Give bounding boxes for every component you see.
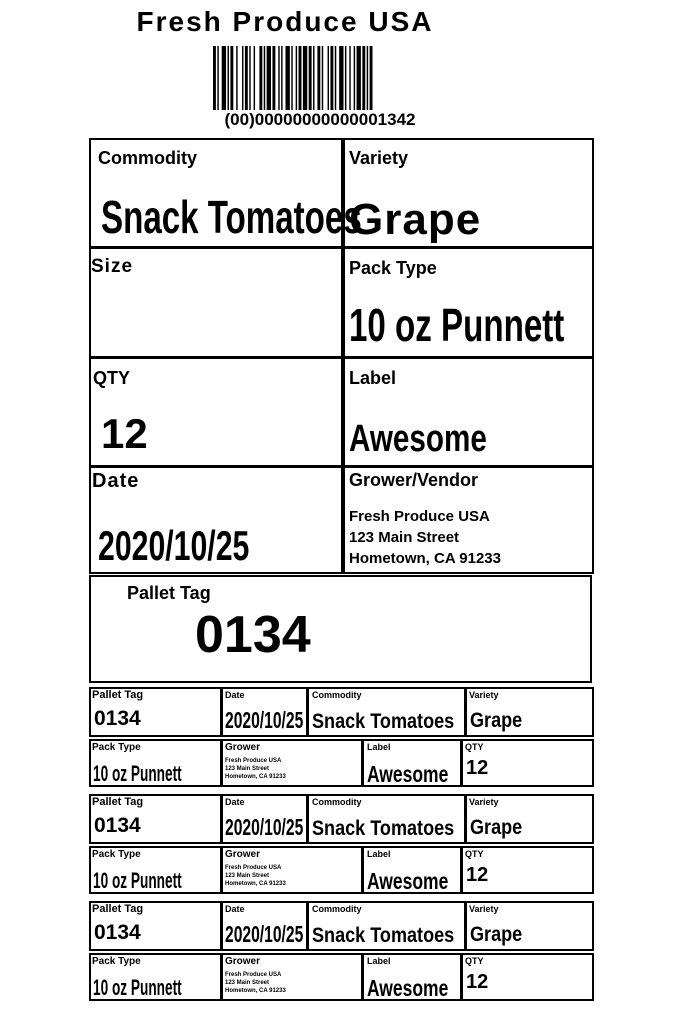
commodity-label: Commodity	[98, 148, 197, 168]
barcode-bar	[230, 46, 233, 110]
small-label-value: Awesome	[367, 868, 449, 894]
size-label: Size	[91, 256, 134, 277]
barcode-text: (00)00000000000001342	[224, 110, 416, 129]
barcode-bar	[286, 46, 290, 110]
small-pack-type-label: Pack Type	[92, 742, 141, 753]
small-pallet-tag-value: 0134	[94, 707, 141, 730]
barcode-bar	[299, 46, 302, 110]
barcode-bar	[264, 46, 265, 110]
barcode-bar	[335, 46, 336, 110]
small-label-label: Label	[367, 956, 391, 966]
small-qty-label: QTY	[465, 849, 484, 859]
small-grower-label: Grower	[225, 742, 261, 753]
small-tag	[89, 901, 594, 1003]
barcode-bar	[228, 46, 229, 110]
small-commodity-value: Snack Tomatoes	[312, 817, 455, 840]
small-variety-label: Variety	[469, 690, 499, 700]
barcode-bar	[254, 46, 255, 110]
small-pack-type-label: Pack Type	[92, 956, 141, 967]
small-variety-value: Grape	[470, 923, 523, 946]
small-date-label: Date	[225, 904, 245, 914]
barcode-bar	[313, 46, 314, 110]
small-variety-value: Grape	[470, 709, 523, 732]
pack-type-label: Pack Type	[349, 258, 437, 278]
small-label-value: Awesome	[367, 761, 449, 787]
small-grower-line-3: Hometown, CA 91233	[225, 988, 286, 994]
small-grower-line-1: Fresh Produce USA	[225, 865, 282, 871]
commodity-value: Snack Tomatoes	[101, 191, 362, 243]
barcode-bar	[245, 46, 248, 110]
small-pallet-tag-value: 0134	[94, 921, 141, 944]
small-pallet-tag-label: Pallet Tag	[92, 689, 144, 701]
main-label-grid	[89, 138, 594, 574]
barcode-bar	[330, 46, 333, 110]
small-date-value: 2020/10/25	[225, 921, 304, 947]
small-label-value: Awesome	[367, 975, 449, 1001]
small-grower-line-1: Fresh Produce USA	[225, 758, 282, 764]
small-tag	[89, 794, 594, 896]
barcode-bar	[322, 46, 323, 110]
small-pallet-tag-label: Pallet Tag	[92, 903, 144, 915]
barcode-bar	[354, 46, 355, 110]
grower-line-2: 123 Main Street	[349, 529, 460, 546]
small-pallet-tag-label: Pallet Tag	[92, 796, 144, 808]
small-qty-label: QTY	[465, 956, 484, 966]
small-date-label: Date	[225, 797, 245, 807]
small-date-value: 2020/10/25	[225, 814, 304, 840]
small-commodity-value: Snack Tomatoes	[312, 710, 455, 733]
barcode-bar	[362, 46, 365, 110]
barcode-bar	[291, 46, 292, 110]
barcode-bar	[278, 46, 279, 110]
barcode-bar	[267, 46, 271, 110]
small-label-label: Label	[367, 742, 391, 752]
barcode-bar	[259, 46, 262, 110]
small-pack-type-label: Pack Type	[92, 849, 141, 860]
barcode-bar	[339, 46, 343, 110]
pallet-tag-label: Pallet Tag	[127, 583, 211, 603]
small-variety-label: Variety	[469, 904, 499, 914]
barcode-bar	[249, 46, 250, 110]
small-pallet-tag-value: 0134	[94, 814, 141, 837]
variety-label: Variety	[349, 148, 409, 168]
pack-type-value: 10 oz Punnett	[349, 299, 565, 351]
small-date-value: 2020/10/25	[225, 707, 304, 733]
barcode-bar	[236, 46, 237, 110]
barcode-bar	[357, 46, 361, 110]
small-label-label: Label	[367, 849, 391, 859]
grower-line-1: Fresh Produce USA	[349, 508, 490, 525]
small-pack-type-value: 10 oz Punnett	[93, 868, 182, 893]
grower-line-3: Hometown, CA 91233	[349, 550, 501, 567]
barcode-bar	[328, 46, 329, 110]
barcode-bar	[213, 46, 216, 110]
barcode-bar	[281, 46, 282, 110]
small-pack-type-value: 10 oz Punnett	[93, 975, 182, 1000]
small-qty-label: QTY	[465, 742, 484, 752]
barcode-bar	[309, 46, 312, 110]
small-grower-line-1: Fresh Produce USA	[225, 972, 282, 978]
barcode-bar	[345, 46, 346, 110]
label-value: Awesome	[349, 418, 487, 460]
small-commodity-label: Commodity	[312, 690, 362, 700]
barcode-bar	[217, 46, 218, 110]
barcode-bar	[272, 46, 275, 110]
small-qty-value: 12	[466, 971, 489, 993]
small-date-label: Date	[225, 690, 245, 700]
small-qty-value: 12	[466, 757, 489, 779]
small-grower-line-2: 123 Main Street	[225, 873, 270, 879]
small-tag	[89, 687, 594, 789]
grower-label: Grower/Vendor	[349, 470, 479, 490]
small-commodity-label: Commodity	[312, 904, 362, 914]
barcode-bar	[303, 46, 307, 110]
pallet-tag-value: 0134	[195, 606, 311, 664]
small-grower-line-3: Hometown, CA 91233	[225, 881, 286, 887]
qty-label: QTY	[93, 368, 131, 388]
small-grower-label: Grower	[225, 956, 261, 967]
small-grower-line-3: Hometown, CA 91233	[225, 774, 286, 780]
qty-value: 12	[101, 410, 148, 457]
small-grower-line-2: 123 Main Street	[225, 980, 270, 986]
date-value: 2020/10/25	[98, 522, 250, 569]
company-title: Fresh Produce USA	[136, 6, 434, 37]
small-pack-type-value: 10 oz Punnett	[93, 761, 182, 786]
small-grower-label: Grower	[225, 849, 261, 860]
small-commodity-value: Snack Tomatoes	[312, 924, 455, 947]
barcode-bar	[317, 46, 320, 110]
barcode-bar	[370, 46, 373, 110]
variety-value: Grape	[349, 195, 482, 244]
small-variety-value: Grape	[470, 816, 523, 839]
barcode-bar	[222, 46, 226, 110]
small-commodity-label: Commodity	[312, 797, 362, 807]
barcode-bar	[242, 46, 243, 110]
pallet-tag-box	[89, 575, 592, 683]
barcode-bar	[349, 46, 350, 110]
barcode	[213, 46, 423, 110]
date-label: Date	[92, 470, 140, 492]
barcode-bar	[367, 46, 368, 110]
label-label: Label	[349, 368, 397, 388]
small-qty-value: 12	[466, 864, 489, 886]
small-grower-line-2: 123 Main Street	[225, 766, 270, 772]
small-variety-label: Variety	[469, 797, 499, 807]
barcode-bar	[296, 46, 297, 110]
